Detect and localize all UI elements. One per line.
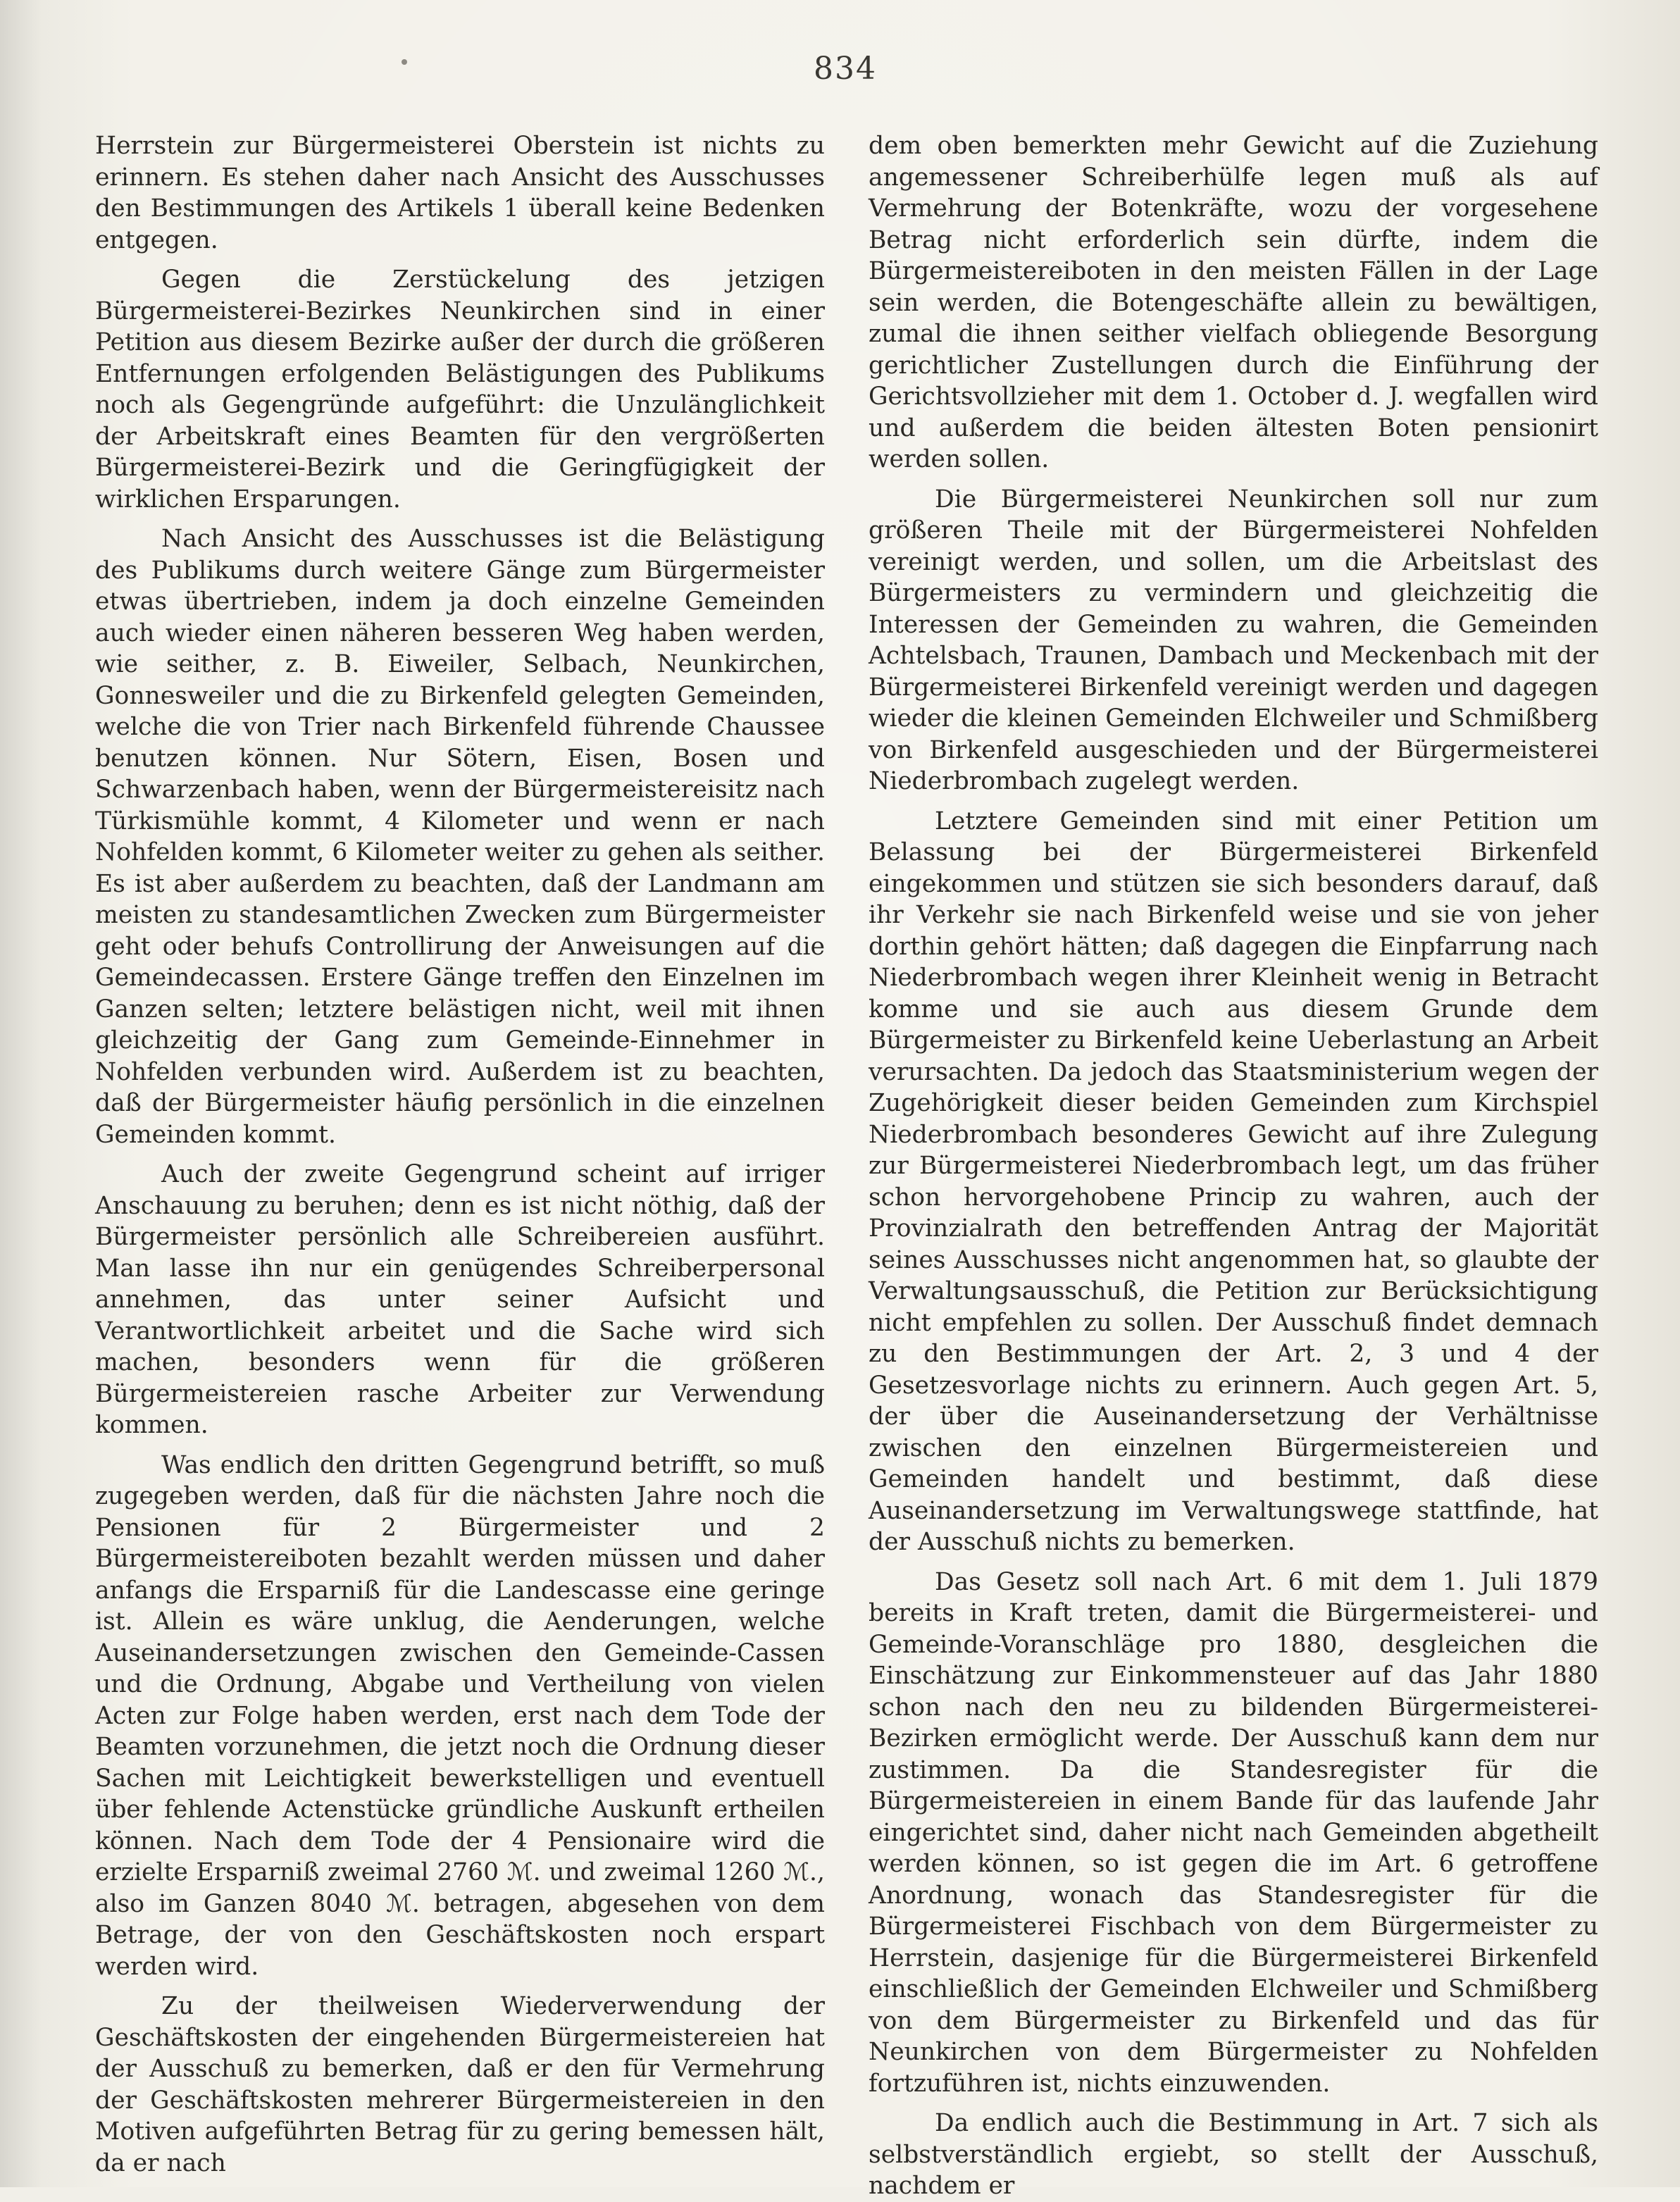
left-paragraph-5: Was endlich den dritten Gegengrund betrifft, so muß zugegeben werden, daß für die nächsten Jahre noch die Pensionen für 2 Bürgermeister und 2 Bürgermeistereiboten bezahlt werden müssen und daher anfangs die Ersparniß für die Landescasse eine geringe ist. Allein es wäre unklug, die Aenderungen, welche Auseinandersetzungen zwischen den Gemeinde-Cassen und die Ordnung, Abgabe und Vertheilung von vielen Acten zur Folge haben werden, erst nach dem Tode der Beamten vorzunehmen, die jetzt noch die Ordnung dieser Sachen mit Leichtigkeit bewerkstelligen und eventuell über fehlende Actenstücke gründliche Auskunft ertheilen können. Nach dem Tode der 4 Pensionaire wird die erzielte Ersparniß zweimal 2760 ℳ. und zweimal 1260 ℳ., also im Ganzen 8040 ℳ. betragen, abgesehen von dem Betrage, der von den Geschäftskosten noch erspart werden wird. [95, 1450, 825, 1981]
left-paragraph-4: Auch der zweite Gegengrund scheint auf irriger Anschauung zu beruhen; denn es ist nicht nöthig, daß der Bürgermeister persönlich alle Schreibereien ausführt. Man lasse ihn nur ein genügendes Schreiberpersonal annehmen, das unter seiner Aufsicht und Verantwortlichkeit arbeitet und die Sache wird sich machen, besonders wenn für die größeren Bürgermeistereien rasche Arbeiter zur Verwendung kommen. [95, 1160, 825, 1439]
left-column [95, 130, 825, 2177]
right-paragraph-2: Die Bürgermeisterei Neunkirchen soll nur zum größeren Theile mit der Bürgermeisterei Nohfelden vereinigt werden, und sollen, um die Arbeitslast des Bürgermeisters zu vermindern und gleichzeitig die Interessen der Gemeinden zu wahren, die Gemeinden Achtelsbach, Traunen, Dambach und Meckenbach mit der Bürgermeisterei Birkenfeld vereinigt werden und dagegen wieder die kleinen Gemeinden Elchweiler und Schmißberg von Birkenfeld ausgeschieden und der Bürgermeisterei Niederbrombach zugelegt werden. [869, 485, 1598, 795]
binding-shadow [0, 0, 42, 2187]
right-paragraph-1: dem oben bemerkten mehr Gewicht auf die Zuziehung angemessener Schreiberhülfe legen muß als auf Vermehrung der Botenkräfte, wozu der vorgesehene Betrag nicht erforderlich sein dürfte, indem die Bürgermeistereiboten in den meisten Fällen in der Lage sein werden, die Botengeschäfte allein zu bewältigen, zumal die ihnen seither vielfach obliegende Besorgung gerichtlicher Zustellungen durch die Einführung der Gerichtsvollzieher mit dem 1. October d. J. wegfallen wird und außerdem die beiden ältesten Boten pensionirt werden sollen. [869, 132, 1598, 473]
left-paragraph-2: Gegen die Zerstückelung des jetzigen Bürgermeisterei-Bezirkes Neunkirchen sind in einer Petition aus diesem Bezirke außer der durch die größeren Entfernungen erfolgenden Belästigungen des Publikums noch als Gegengründe aufgeführt: die Unzulänglichkeit der Arbeitskraft eines Beamten für den vergrößerten Bürgermeisterei-Bezirk und die Geringfügigkeit der wirklichen Ersparungen. [95, 266, 825, 514]
left-paragraph-3: Nach Ansicht des Ausschusses ist die Belästigung des Publikums durch weitere Gänge zum Bürgermeister etwas übertrieben, indem ja doch einzelne Gemeinden auch wieder einen näheren besseren Weg haben werden, wie seither, z. B. Eiweiler, Selbach, Neunkirchen, Gonnesweiler und die zu Birkenfeld gelegten Gemeinden, welche die von Trier nach Birkenfeld führende Chaussee benutzen können. Nur Sötern, Eisen, Bosen und Schwarzenbach haben, wenn der Bürgermeistereisitz nach Türkismühle kommt, 4 Kilometer und wenn er nach Nohfelden kommt, 6 Kilometer weiter zu gehen als seither. Es ist aber außerdem zu beachten, daß der Landmann am meisten zu standesamtlichen Zwecken zum Bürgermeister geht oder behufs Controllirung der Anweisungen auf die Gemeindecassen. Erstere Gänge treffen den Einzelnen im Ganzen selten; letztere belästigen nicht, weil mit ihnen gleichzeitig der Gang zum Gemeinde-Einnehmer in Nohfelden verbunden wird. Außerdem ist zu beachten, daß der Bürgermeister häufig persönlich in die einzelnen Gemeinden kommt. [95, 525, 825, 1149]
right-paragraph-3: Letztere Gemeinden sind mit einer Petition um Belassung bei der Bürgermeisterei Birkenfeld eingekommen und stützen sie sich besonders darauf, daß ihr Verkehr sie nach Birkenfeld weise und sie von jeher dorthin gehört hätten; daß dagegen die Einpfarrung nach Niederbrombach wegen ihrer Kleinheit wenig in Betracht komme und sie auch aus diesem Grunde dem Bürgermeister zu Birkenfeld keine Ueberlastung an Arbeit verursachten. Da jedoch das Staatsministerium wegen der Zugehörigkeit dieser beiden Gemeinden zum Kirchspiel Niederbrombach besonderes Gewicht auf ihre Zulegung zur Bürgermeisterei Niederbrombach legt, um das früher schon hervorgehobene Princip zu wahren, auch der Provinzialrath den betreffenden Antrag der Majorität seines Ausschusses nicht angenommen hat, so glaubte der Verwaltungsausschuß, die Petition zur Berücksichtigung nicht empfehlen zu sollen. Der Ausschuß findet demnach zu den Bestimmungen der Art. 2, 3 und 4 der Gesetzesvorlage nichts zu erinnern. Auch gegen Art. 5, der über die Auseinandersetzung der Verhältnisse zwischen den einzelnen Bürgermeistereien und Gemeinden handelt und bestimmt, daß diese Auseinandersetzung im Verwaltungswege stattfinde, hat der Ausschuß nichts zu bemerken. [869, 807, 1598, 1556]
speck-mark [402, 59, 407, 65]
right-column [869, 130, 1598, 2200]
right-paragraph-4: Das Gesetz soll nach Art. 6 mit dem 1. Juli 1879 bereits in Kraft treten, damit die Bürgermeisterei- und Gemeinde-Voranschläge pro 1880, desgleichen die Einschätzung zur Einkommensteuer auf das Jahr 1880 schon nach den neu zu bildenden Bürgermeisterei-Bezirken ermöglicht werde. Der Ausschuß kann dem nur zustimmen. Da die Standesregister für die Bürgermeistereien in einem Bande für das laufende Jahr eingerichtet sind, daher nicht nach Gemeinden abgetheilt werden können, so ist gegen die im Art. 6 getroffene Anordnung, wonach das Standesregister für die Bürgermeisterei Fischbach von dem Bürgermeister zu Herrstein, dasjenige für die Bürgermeisterei Birkenfeld einschließlich der Gemeinden Elchweiler und Schmißberg von dem Bürgermeister zu Birkenfeld und das für Neunkirchen von dem Bürgermeister zu Nohfelden fortzuführen ist, nichts einzuwenden. [869, 1567, 1598, 2098]
page-number: 834 [814, 51, 877, 87]
left-paragraph-1: Herrstein zur Bürgermeisterei Oberstein ist nichts zu erinnern. Es stehen daher nach Ansicht des Ausschusses den Bestimmungen des Artikels 1 überall keine Bedenken entgegen. [95, 132, 825, 254]
right-paragraph-5: Da endlich auch die Bestimmung in Art. 7 sich als selbstverständlich ergiebt, so stellt der Ausschuß, nachdem er [869, 2109, 1598, 2200]
left-paragraph-6: Zu der theilweisen Wiederverwendung der Geschäftskosten der eingehenden Bürgermeistereien hat der Ausschuß zu bemerken, daß er den für Vermehrung der Geschäftskosten mehrerer Bürgermeistereien in den Motiven aufgeführten Betrag für zu gering bemessen hält, da er nach [95, 1992, 825, 2177]
